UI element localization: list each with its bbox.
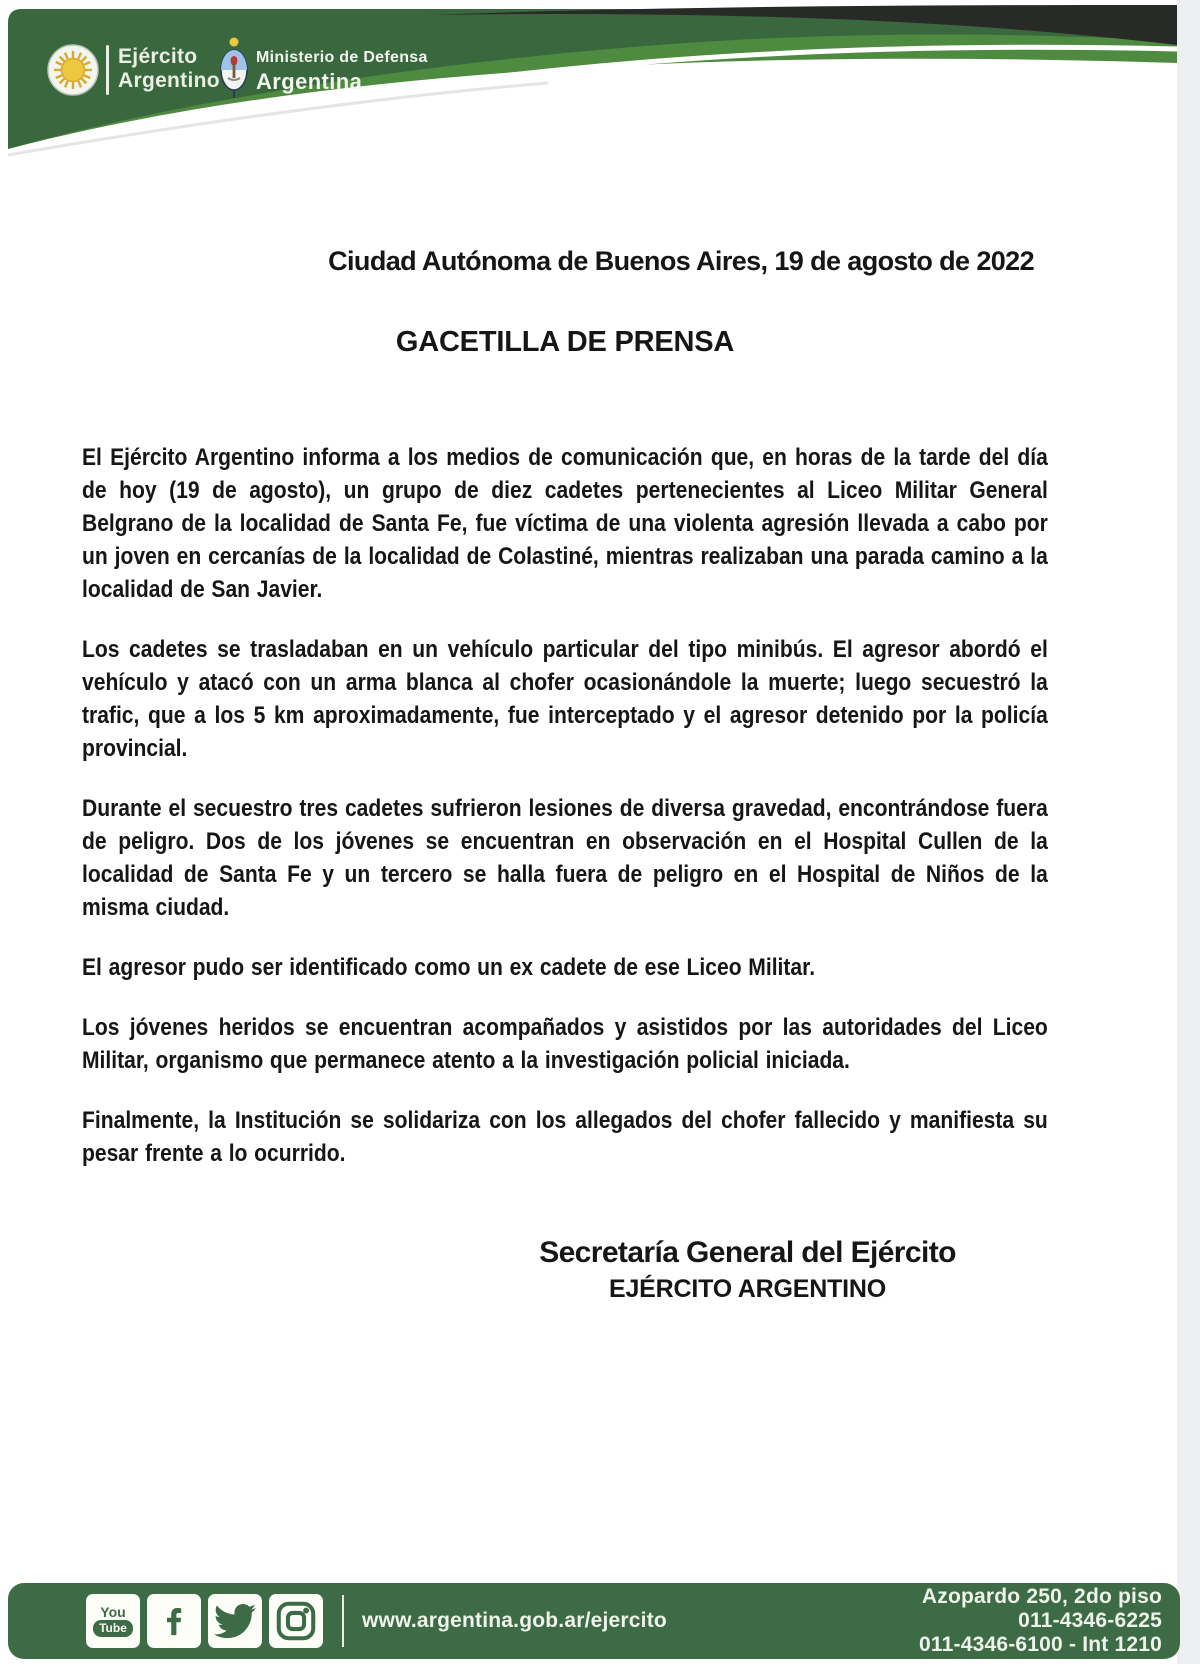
- instagram-icon[interactable]: [269, 1594, 323, 1648]
- address-block: [919, 1585, 1162, 1657]
- army-logo-line1: Ejército: [118, 45, 198, 68]
- website-link[interactable]: www.argentina.gob.ar/ejercito: [362, 1609, 667, 1632]
- address-line: 011-4346-6100 - Int 1210: [919, 1633, 1162, 1656]
- social-icons: [86, 1594, 323, 1648]
- youtube-text-top: You: [100, 1604, 126, 1620]
- paragraph: Durante el secuestro tres cadetes sufrieron lesiones de diversa gravedad, encontrándose fuera de peligro. Dos de los jóvenes se encuentran en observación en el Hospital Cullen de la localidad de Santa Fe y un tercero se halla fuera de peligro en el Hospital de Niños de la misma ciudad.: [82, 795, 1048, 921]
- paragraph: Finalmente, la Institución se solidariza con los allegados del chofer fallecido y manifiesta su pesar frente a lo ocurrido.: [82, 1107, 1048, 1167]
- paragraph: El Ejército Argentino informa a los medios de comunicación que, en horas de la tarde del día de hoy (19 de agosto), un grupo de diez cadetes pertenecientes al Liceo Militar General Belgrano de la localidad de Santa Fe, fue víctima de una violenta agresión llevada a cabo por un joven en cercanías de la localidad de Colastiné, mientras realizaban una parada camino a la localidad de San Javier.: [82, 444, 1048, 603]
- sun-of-may-icon: [46, 43, 100, 97]
- address-line: Azopardo 250, 2do piso: [921, 1585, 1162, 1608]
- paragraph: Los jóvenes heridos se encuentran acompañados y asistidos por las autoridades del Liceo Militar, organismo que permanece atento a la investigación policial iniciada.: [82, 1014, 1048, 1074]
- paragraph: El agresor pudo ser identificado como un ex cadete de ese Liceo Militar.: [82, 954, 816, 981]
- signature-office: Secretaría General del Ejército: [539, 1236, 956, 1269]
- army-logo-text: [118, 45, 220, 93]
- address-line: 011-4346-6225: [1018, 1609, 1162, 1632]
- facebook-icon[interactable]: [147, 1594, 201, 1648]
- logo-separator: [106, 45, 109, 95]
- signature-block: [445, 1236, 1050, 1304]
- signature-institution: EJÉRCITO ARGENTINO: [609, 1275, 886, 1303]
- army-logo-line2: Argentino: [118, 69, 220, 92]
- youtube-text-bottom: Tube: [93, 1620, 133, 1637]
- twitter-icon[interactable]: [208, 1594, 262, 1648]
- ministry-logo-text: [256, 49, 428, 95]
- footer-divider: [342, 1595, 344, 1647]
- dateline: Ciudad Autónoma de Buenos Aires, 19 de agosto de 2022: [328, 246, 1034, 276]
- ministry-line1: Ministerio de Defensa: [256, 49, 428, 66]
- youtube-icon[interactable]: [86, 1594, 140, 1648]
- footer-bar: [8, 1583, 1180, 1659]
- paragraph: Los cadetes se trasladaban en un vehículo particular del tipo minibús. El agresor abordó el vehículo y atacó con un arma blanca al chofer ocasionándole la muerte; luego secuestró la trafic, que a los 5 km aproximadamente, fue interceptado y el agresor detenido por la policía provincial.: [82, 636, 1048, 762]
- coat-of-arms-icon: [218, 36, 250, 102]
- page-title: GACETILLA DE PRENSA: [395, 326, 735, 358]
- body-paragraphs: [82, 441, 1048, 1197]
- ministry-line2: Argentina: [256, 69, 363, 94]
